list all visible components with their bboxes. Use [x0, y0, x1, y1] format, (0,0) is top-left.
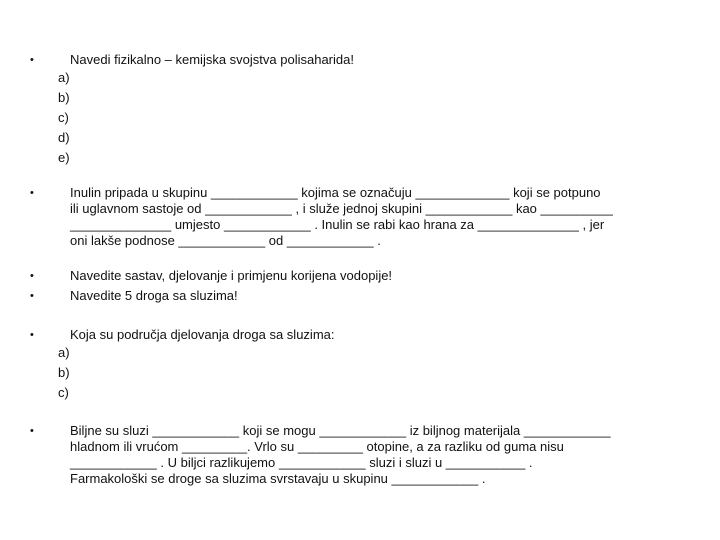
- option-b: b): [58, 90, 70, 105]
- question-1-text: Navedi fizikalno – kemijska svojstva polisaharida!: [70, 52, 354, 67]
- bullet: •: [30, 425, 34, 437]
- question-6-line: hladnom ili vrućom _________. Vrlo su _________ otopine, a za razliku od guma nisu: [70, 439, 564, 454]
- option-d: d): [58, 130, 70, 145]
- question-4-text: Navedite 5 droga sa sluzima!: [70, 288, 238, 303]
- option-a: a): [58, 70, 70, 85]
- option-b: b): [58, 365, 70, 380]
- bullet: •: [30, 187, 34, 199]
- question-2-line: ______________ umjesto ____________ . Inulin se rabi kao hrana za ______________ , jer: [70, 217, 605, 232]
- question-2-line: ili uglavnom sastoje od ____________ , i služe jednoj skupini ____________ kao __________: [70, 201, 613, 216]
- question-6-text: [70, 423, 680, 487]
- question-1-options: [58, 68, 70, 168]
- question-2-line: Inulin pripada u skupinu ____________ kojima se označuju _____________ koji se potpuno: [70, 185, 601, 200]
- bullet: •: [30, 270, 34, 282]
- question-3-text: Navedite sastav, djelovanje i primjenu korijena vodopije!: [70, 268, 393, 283]
- bullet: •: [30, 329, 34, 341]
- question-6-line: ____________ . U biljci razlikujemo ____________ sluzi i sluzi u ___________ .: [70, 455, 533, 470]
- option-c: c): [58, 110, 69, 125]
- option-a: a): [58, 345, 70, 360]
- question-6-line: Biljne su sluzi ____________ koji se mogu ____________ iz biljnog materijala ____________: [70, 423, 611, 438]
- bullet: •: [30, 290, 34, 302]
- question-5-options: [58, 343, 70, 403]
- question-5-text: Koja su područja djelovanja droga sa sluzima:: [70, 327, 335, 342]
- bullet: •: [30, 54, 34, 66]
- option-c: c): [58, 385, 69, 400]
- question-2-text: [70, 185, 680, 249]
- question-2-line: oni lakše podnose ____________ od ____________ .: [70, 233, 381, 248]
- question-6-line: Farmakološki se droge sa sluzima svrstavaju u skupinu ____________ .: [70, 471, 486, 486]
- option-e: e): [58, 150, 70, 165]
